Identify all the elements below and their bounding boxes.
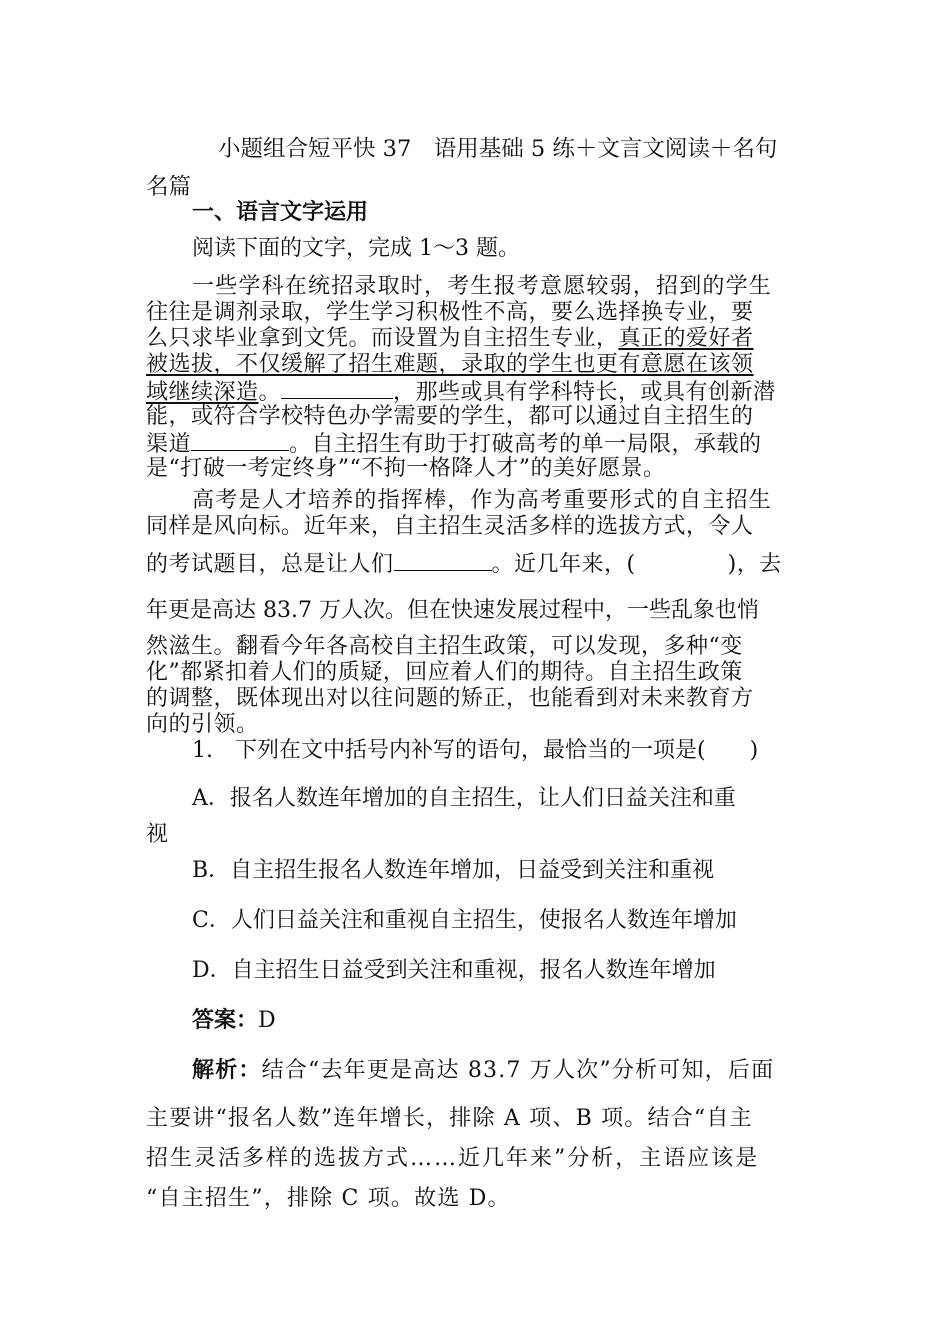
passage-line — [146, 326, 754, 352]
answer-label: 答案： — [192, 1008, 259, 1033]
passage-line: 同样是风向标。近年来，自主招生灵活多样的选拔方式，令人 — [146, 514, 754, 539]
option-a-cont: 视 — [146, 822, 169, 847]
passage-text: 。自主招生有助于打破高考的单一局限，承载的 — [289, 432, 762, 457]
doc-title-line2: 名篇 — [146, 174, 192, 200]
passage-line: 向的引领。 — [146, 712, 259, 737]
passage-text: 么只求毕业拿到文凭。而设置为自主招生专业， — [146, 326, 619, 351]
fill-blank — [281, 378, 393, 399]
doc-title-line1: 小题组合短平快 37 语用基础 5 练＋文言文阅读＋名句 — [218, 136, 778, 162]
underlined-text: 域继续深造 — [146, 380, 259, 405]
passage-line: 往往是调剂录取，学生学习积极性不高，要么选择换专业，要 — [146, 300, 754, 325]
fill-blank — [191, 430, 289, 451]
analysis-text: 结合“去年更是高达 83.7 万人次”分析可知，后面 — [261, 1058, 775, 1083]
passage-line: 化”都紧扣着人们的质疑，回应着人们的期待。自主招生政策 — [146, 660, 743, 685]
passage-line: 的调整，既体现出对以往问题的矫正，也能看到对未来教育方 — [146, 686, 754, 711]
passage-text: 。近几年来，( — [491, 552, 636, 577]
passage-text: )，去 — [727, 552, 782, 577]
passage-line: 一些学科在统招录取时，考生报考意愿较弱，招到的学生 — [192, 274, 773, 299]
passage-line: 高考是人才培养的指挥棒，作为高考重要形式的自主招生 — [192, 488, 773, 513]
underlined-text: 被选拔，不仅缓解了招生难题，录取的学生也更有意愿在该领 — [146, 352, 754, 377]
analysis-label: 解析： — [192, 1058, 262, 1083]
passage-line: 是“打破一考定终身”“不拘一格降人才”的美好愿景。 — [146, 456, 666, 481]
answer-value: D — [258, 1008, 276, 1033]
passage-line: 能，或符合学校特色办学需要的学生，都可以通过自主招生的 — [146, 404, 754, 429]
passage-line: 然滋生。翻看今年各高校自主招生政策，可以发现，多种“变 — [146, 634, 743, 659]
passage-line — [146, 378, 776, 406]
option-a: A．报名人数连年增加的自主招生，让人们日益关注和重 — [192, 786, 736, 811]
passage-line: 年更是高达 83.7 万人次。但在快速发展过程中，一些乱象也悄 — [146, 598, 759, 623]
analysis — [192, 1058, 774, 1084]
analysis-line: 主要讲“报名人数”连年增长，排除 A 项、B 项。结合“自主 — [146, 1106, 753, 1131]
question-stem: 1. 下列在文中括号内补写的语句，最恰当的一项是( ) — [192, 738, 759, 763]
option-d: D．自主招生日益受到关注和重视，报名人数连年增加 — [192, 958, 716, 983]
passage-text: 渠道 — [146, 432, 192, 457]
passage-text: ，那些或具有学科特长，或具有创新潜 — [393, 380, 776, 405]
passage-text: 。 — [258, 380, 282, 405]
option-c: C．人们日益关注和重视自主招生，使报名人数连年增加 — [192, 908, 737, 933]
fill-blank — [394, 550, 492, 571]
passage-line — [146, 430, 762, 458]
section-heading: 一、语言文字运用 — [192, 200, 369, 225]
option-b: B．自主招生报名人数连年增加，日益受到关注和重视 — [192, 858, 715, 883]
passage-text: 的考试题目，总是让人们 — [146, 552, 394, 577]
analysis-line: “自主招生”，排除 C 项。故选 D。 — [146, 1186, 511, 1211]
analysis-line: 招生灵活多样的选拔方式……近几年来”分析，主语应该是 — [146, 1146, 760, 1171]
instruction: 阅读下面的文字，完成 1～3 题。 — [192, 236, 520, 261]
answer — [192, 1008, 276, 1034]
passage-line — [146, 550, 782, 578]
underlined-text: 真正的爱好者 — [618, 326, 754, 351]
